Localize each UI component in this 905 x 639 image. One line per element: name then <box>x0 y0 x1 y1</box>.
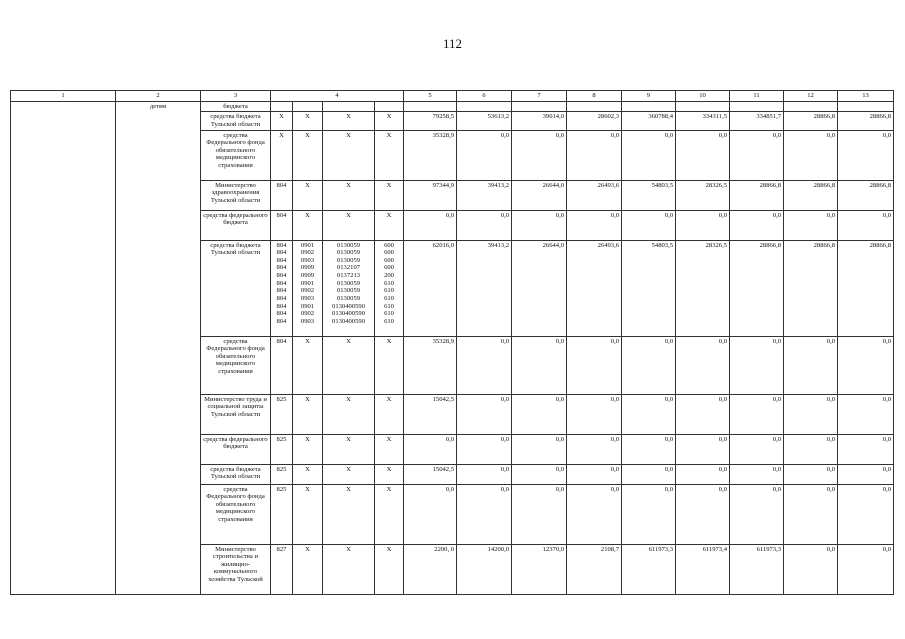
value-cell: 334851,7 <box>730 112 784 130</box>
value-cell: 0,0 <box>676 210 730 240</box>
value-cell: 0,0 <box>838 394 894 434</box>
value-cell: 0,0 <box>838 434 894 464</box>
value-cell: 0,0 <box>784 544 838 594</box>
value-cell: 2108,7 <box>567 544 622 594</box>
column-number-header: 2 <box>116 91 201 102</box>
value-cell: 0,0 <box>730 434 784 464</box>
code-cell: 825 <box>271 464 293 484</box>
page-number: 112 <box>442 36 463 51</box>
value-cell: 0,0 <box>730 484 784 544</box>
code-cell <box>293 101 323 112</box>
value-cell: 54803,5 <box>622 240 676 336</box>
value-cell: 0,0 <box>676 130 730 180</box>
value-cell: 0,0 <box>457 210 512 240</box>
value-cell: 0,0 <box>457 484 512 544</box>
value-cell: 0,0 <box>567 394 622 434</box>
value-cell: 0,0 <box>784 434 838 464</box>
code-cell: X <box>323 180 375 210</box>
value-cell: 0,0 <box>784 130 838 180</box>
value-cell: 0,0 <box>730 464 784 484</box>
value-cell: 0,0 <box>676 336 730 394</box>
value-cell: 0,0 <box>730 336 784 394</box>
value-cell: 0,0 <box>838 464 894 484</box>
value-cell: 15042,5 <box>404 464 457 484</box>
column-number-header: 13 <box>838 91 894 102</box>
column-number-header: 5 <box>404 91 457 102</box>
value-cell: 12370,0 <box>512 544 567 594</box>
value-cell: 0,0 <box>512 394 567 434</box>
value-cell: 62016,0 <box>404 240 457 336</box>
value-cell <box>622 101 676 112</box>
value-cell <box>512 101 567 112</box>
value-cell: 0,0 <box>457 394 512 434</box>
code-cell: X <box>293 210 323 240</box>
value-cell: 0,0 <box>622 210 676 240</box>
row-label: средства бюджета Тульской области <box>201 464 271 484</box>
value-cell: 26493,6 <box>567 240 622 336</box>
code-cell: X <box>323 130 375 180</box>
value-cell <box>784 101 838 112</box>
value-cell: 28866,8 <box>730 240 784 336</box>
column-number-header: 4 <box>271 91 404 102</box>
value-cell: 26644,0 <box>512 240 567 336</box>
value-cell: 0,0 <box>784 394 838 434</box>
value-cell: 28326,5 <box>676 240 730 336</box>
row-label: Министерство здравоохранения Тульской области <box>201 180 271 210</box>
value-cell: 0,0 <box>622 464 676 484</box>
table-row <box>11 101 894 112</box>
code-cell <box>375 101 404 112</box>
column-number-header: 11 <box>730 91 784 102</box>
value-cell: 611973,3 <box>730 544 784 594</box>
value-cell: 611973,4 <box>676 544 730 594</box>
value-cell: 0,0 <box>730 210 784 240</box>
col1-cell <box>11 101 116 594</box>
value-cell: 28866,8 <box>838 240 894 336</box>
column-number-header: 7 <box>512 91 567 102</box>
value-cell: 0,0 <box>784 210 838 240</box>
code-cell: 600 600 600 600 200 610 610 610 610 610 610 <box>375 240 404 336</box>
value-cell: 0,0 <box>838 130 894 180</box>
value-cell: 2200, 0 <box>404 544 457 594</box>
value-cell: 0,0 <box>567 484 622 544</box>
value-cell: 54803,5 <box>622 180 676 210</box>
column-number-header: 1 <box>11 91 116 102</box>
code-cell <box>271 101 293 112</box>
value-cell: 0,0 <box>838 484 894 544</box>
row-label: средства федерального бюджета <box>201 434 271 464</box>
value-cell: 0,0 <box>404 484 457 544</box>
column-number-header: 12 <box>784 91 838 102</box>
value-cell: 0,0 <box>622 336 676 394</box>
code-cell: X <box>323 394 375 434</box>
code-cell: 0901 0902 0903 0909 0909 0901 0902 0903 0901 0902 0903 <box>293 240 323 336</box>
value-cell: 0,0 <box>838 210 894 240</box>
value-cell: 35328,9 <box>404 336 457 394</box>
row-label: средства бюджета Тульской области <box>201 112 271 130</box>
value-cell: 0,0 <box>784 336 838 394</box>
value-cell: 39014,0 <box>512 112 567 130</box>
value-cell: 28866,8 <box>784 112 838 130</box>
budget-table <box>10 90 894 595</box>
value-cell: 53613,2 <box>457 112 512 130</box>
col2-cell: детям <box>116 101 201 594</box>
value-cell: 39413,2 <box>457 240 512 336</box>
value-cell: 28866,8 <box>784 240 838 336</box>
value-cell: 0,0 <box>622 434 676 464</box>
column-number-header: 3 <box>201 91 271 102</box>
code-cell: X <box>323 112 375 130</box>
value-cell: 0,0 <box>622 484 676 544</box>
code-cell: X <box>271 130 293 180</box>
column-number-header: 8 <box>567 91 622 102</box>
value-cell <box>730 101 784 112</box>
value-cell <box>676 101 730 112</box>
code-cell: 804 <box>271 210 293 240</box>
value-cell: 0,0 <box>676 484 730 544</box>
column-number-header: 9 <box>622 91 676 102</box>
code-cell: X <box>375 394 404 434</box>
value-cell: 14200,0 <box>457 544 512 594</box>
value-cell: 0,0 <box>730 130 784 180</box>
value-cell: 79258,5 <box>404 112 457 130</box>
code-cell: X <box>293 434 323 464</box>
value-cell: 0,0 <box>457 336 512 394</box>
code-cell: 0130059 0130059 0130059 0132107 0137213 0130059 0130059 0130059 0130400590 0130400590 0130400590 <box>323 240 375 336</box>
value-cell: 0,0 <box>784 464 838 484</box>
code-cell: X <box>271 112 293 130</box>
row-label: средства Федерального фонда обязательного медицинского страхования <box>201 336 271 394</box>
row-label: бюджета <box>201 101 271 112</box>
value-cell: 0,0 <box>567 210 622 240</box>
value-cell <box>567 101 622 112</box>
code-cell: 804 <box>271 336 293 394</box>
row-label: средства Федерального фонда обязательного медицинского страхования <box>201 484 271 544</box>
code-cell <box>323 101 375 112</box>
code-cell: X <box>375 112 404 130</box>
value-cell: 360788,4 <box>622 112 676 130</box>
code-cell: X <box>375 464 404 484</box>
code-cell: X <box>323 544 375 594</box>
value-cell <box>457 101 512 112</box>
code-cell: X <box>293 394 323 434</box>
row-label: Министерство труда и социальной защиты Тульской области <box>201 394 271 434</box>
value-cell: 0,0 <box>512 336 567 394</box>
value-cell: 0,0 <box>567 336 622 394</box>
value-cell: 97344,9 <box>404 180 457 210</box>
value-cell: 0,0 <box>512 464 567 484</box>
row-label: Министерство строительства и жилищно-коммунального хозяйства Тульской <box>201 544 271 594</box>
value-cell: 28326,5 <box>676 180 730 210</box>
code-cell: X <box>375 484 404 544</box>
value-cell: 26644,0 <box>512 180 567 210</box>
value-cell <box>838 101 894 112</box>
value-cell: 39413,2 <box>457 180 512 210</box>
header-row <box>11 91 894 102</box>
code-cell: X <box>293 130 323 180</box>
value-cell: 0,0 <box>512 130 567 180</box>
value-cell: 0,0 <box>512 484 567 544</box>
value-cell: 28602,3 <box>567 112 622 130</box>
value-cell: 0,0 <box>838 544 894 594</box>
value-cell: 0,0 <box>622 130 676 180</box>
value-cell: 15042,5 <box>404 394 457 434</box>
code-cell: 804 <box>271 180 293 210</box>
value-cell: 0,0 <box>676 394 730 434</box>
value-cell: 0,0 <box>512 434 567 464</box>
row-label: средства Федерального фонда обязательного медицинского страхования <box>201 130 271 180</box>
value-cell: 0,0 <box>512 210 567 240</box>
value-cell: 611973,3 <box>622 544 676 594</box>
code-cell: X <box>323 336 375 394</box>
value-cell: 0,0 <box>567 464 622 484</box>
code-cell: X <box>293 180 323 210</box>
value-cell: 0,0 <box>457 434 512 464</box>
value-cell: 28866,8 <box>784 180 838 210</box>
value-cell: 28866,8 <box>730 180 784 210</box>
value-cell: 0,0 <box>622 394 676 434</box>
value-cell: 334311,5 <box>676 112 730 130</box>
code-cell: X <box>375 336 404 394</box>
value-cell: 26493,6 <box>567 180 622 210</box>
column-number-header: 6 <box>457 91 512 102</box>
code-cell: X <box>323 210 375 240</box>
value-cell: 28866,8 <box>838 180 894 210</box>
value-cell: 0,0 <box>404 434 457 464</box>
value-cell: 35328,9 <box>404 130 457 180</box>
code-cell: 825 <box>271 394 293 434</box>
value-cell: 0,0 <box>676 434 730 464</box>
value-cell: 0,0 <box>567 434 622 464</box>
code-cell: 804 804 804 804 804 804 804 804 804 804 804 <box>271 240 293 336</box>
code-cell: X <box>293 484 323 544</box>
code-cell: X <box>375 210 404 240</box>
code-cell: X <box>293 544 323 594</box>
row-label: средства бюджета Тульской области <box>201 240 271 336</box>
code-cell: 825 <box>271 484 293 544</box>
column-number-header: 10 <box>676 91 730 102</box>
code-cell: X <box>293 336 323 394</box>
code-cell: X <box>293 112 323 130</box>
value-cell: 0,0 <box>676 464 730 484</box>
value-cell: 28866,8 <box>838 112 894 130</box>
value-cell: 0,0 <box>457 130 512 180</box>
code-cell: 827 <box>271 544 293 594</box>
code-cell: X <box>323 464 375 484</box>
value-cell: 0,0 <box>567 130 622 180</box>
code-cell: X <box>375 130 404 180</box>
value-cell: 0,0 <box>730 394 784 434</box>
value-cell: 0,0 <box>404 210 457 240</box>
code-cell: X <box>375 544 404 594</box>
row-label: средства федерального бюджета <box>201 210 271 240</box>
code-cell: X <box>375 180 404 210</box>
code-cell: X <box>323 484 375 544</box>
code-cell: X <box>323 434 375 464</box>
value-cell: 0,0 <box>784 484 838 544</box>
value-cell <box>404 101 457 112</box>
code-cell: X <box>375 434 404 464</box>
value-cell: 0,0 <box>838 336 894 394</box>
code-cell: 825 <box>271 434 293 464</box>
code-cell: X <box>293 464 323 484</box>
value-cell: 0,0 <box>457 464 512 484</box>
